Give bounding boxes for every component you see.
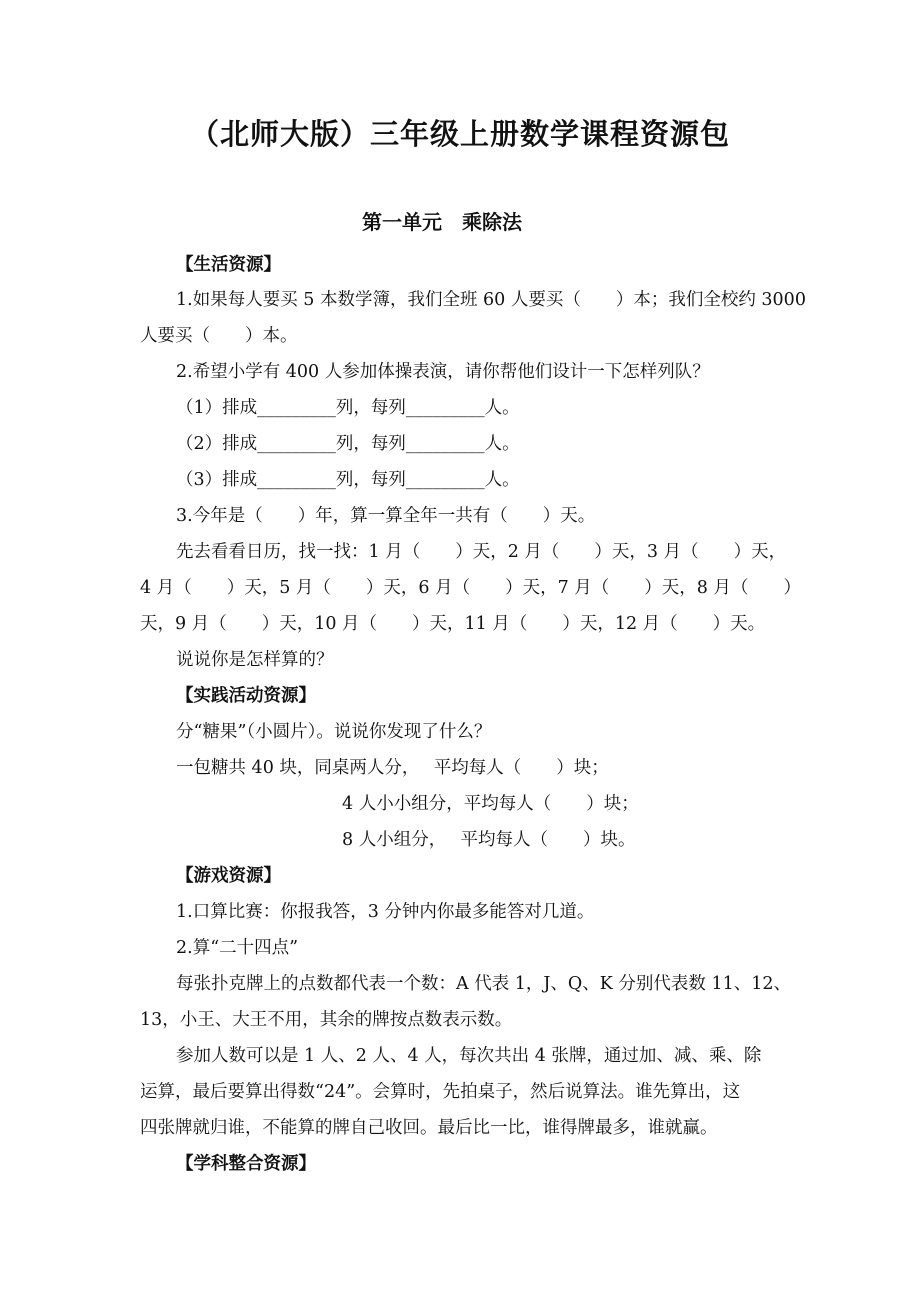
game-line5: 参加人数可以是 1 人、2 人、4 人，每次共出 4 张牌，通过加、减、乘、除	[176, 1046, 762, 1066]
life-q3-line2: 先去看看日历，找一找：1 月（ ）天，2 月（ ）天，3 月（ ）天，	[176, 542, 787, 562]
game-line1: 1.口算比赛：你报我答，3 分钟内你最多能答对几道。	[176, 902, 595, 922]
practice-line4: 8 人小组分， 平均每人（ ）块。	[342, 830, 636, 850]
section-heading-practice: 【实践活动资源】	[176, 686, 316, 706]
game-line7: 四张牌就归谁，不能算的牌自己收回。最后比一比，谁得牌最多，谁就赢。	[140, 1118, 718, 1138]
life-q2-option3: （3）排成_________列，每列_________人。	[176, 470, 520, 490]
life-q3-line3: 4 月（ ）天，5 月（ ）天，6 月（ ）天，7 月（ ）天，8 月（ ）	[140, 578, 801, 598]
section-heading-subject: 【学科整合资源】	[176, 1154, 316, 1174]
unit-title: 第一单元 乘除法	[362, 210, 522, 234]
practice-line2: 一包糖共 40 块，同桌两人分， 平均每人（ ）块；	[176, 758, 609, 778]
game-line2: 2.算“二十四点”	[176, 938, 299, 958]
practice-line1: 分“糖果”（小圆片）。说说你发现了什么？	[176, 722, 492, 742]
section-heading-game: 【游戏资源】	[176, 866, 281, 886]
game-line6: 运算，最后要算出得数“24”。会算时，先拍桌子，然后说算法。谁先算出，这	[140, 1082, 741, 1102]
life-q3-line5: 说说你是怎样算的？	[176, 650, 334, 670]
life-q2-line1: 2.希望小学有 400 人参加体操表演，请你帮他们设计一下怎样列队？	[176, 362, 710, 382]
life-q3-line1: 3.今年是（ ）年，算一算全年一共有（ ）天。	[176, 506, 596, 526]
life-q1-line2: 人要买（ ）本。	[140, 326, 298, 346]
life-q1-line1: 1.如果每人要买 5 本数学簿，我们全班 60 人要买（ ）本；我们全校约 3000	[176, 290, 806, 310]
practice-line3: 4 人小小组分，平均每人（ ）块；	[342, 794, 639, 814]
life-q2-option2: （2）排成_________列，每列_________人。	[176, 434, 520, 454]
document-title: （北师大版）三年级上册数学课程资源包	[189, 117, 730, 151]
game-line3: 每张扑克牌上的点数都代表一个数：A 代表 1，J、Q、K 分别代表数 11、12、	[176, 974, 791, 994]
section-heading-life: 【生活资源】	[176, 255, 281, 275]
game-line4: 13，小王、大王不用，其余的牌按点数表示数。	[140, 1010, 513, 1030]
life-q3-line4: 天，9 月（ ）天，10 月（ ）天，11 月（ ）天，12 月（ ）天。	[140, 614, 766, 634]
life-q2-option1: （1）排成_________列，每列_________人。	[176, 398, 520, 418]
